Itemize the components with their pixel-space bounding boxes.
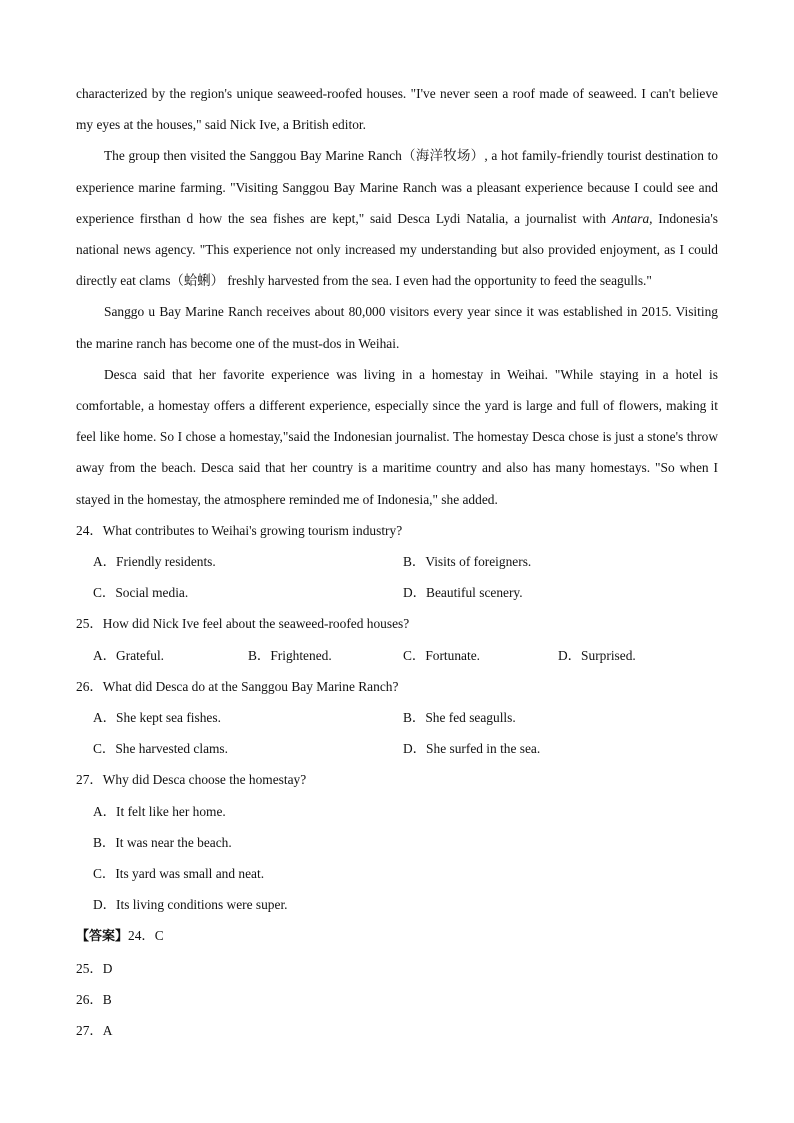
option-list — [76, 546, 718, 608]
answer-line-24 — [76, 920, 718, 952]
question-stem: 25．How did Nick Ive feel about the seaweed-roofed houses? — [76, 616, 410, 632]
question-27 — [76, 764, 718, 920]
answer-section — [76, 920, 718, 1046]
option-list — [76, 640, 718, 671]
passage-paragraph-2-text-a: The group then visited the Sanggou Bay Marine Ranch（海洋牧场）, a hot family-friendly tourist destination to experience marine farming. "Visiting Sanggou Bay Marine Ranch was a pleasant experience because I could see and experience firsthan d how the sea fishes are kept," said Desca Lydi Natalia, a journalist with — [76, 148, 718, 226]
option-c: C．Social media. — [93, 585, 189, 601]
answer-line-26: 26．B — [76, 991, 112, 1007]
answer-tag: 【答案】 — [76, 929, 129, 945]
option-a: A．She kept sea fishes. — [93, 710, 221, 726]
passage-paragraph-2-text-b: Indonesia's national news agency. "This experience not only increased my understanding but also provided enjoyment, as I could directly eat clams（蛤蜊） freshly harvested from the sea. I even had the opportunity to feed the seagulls." — [76, 210, 718, 289]
option-a: A．It felt like her home. — [93, 803, 226, 819]
question-stem: 26．What did Desca do at the Sanggou Bay Marine Ranch? — [76, 678, 399, 694]
option-d: D．Surprised. — [558, 647, 636, 663]
option-d: D．She surfed in the sea. — [403, 741, 541, 757]
option-c: C．Its yard was small and neat. — [93, 866, 265, 882]
question-24 — [76, 515, 718, 609]
question-26 — [76, 671, 718, 765]
option-d: D．Beautiful scenery. — [403, 585, 523, 601]
agency-name: Antara, — [611, 210, 653, 226]
question-stem: 27．Why did Desca choose the homestay? — [76, 772, 307, 788]
option-list — [76, 702, 718, 764]
option-a: A．Friendly residents. — [93, 554, 216, 570]
passage-paragraph-1: characterized by the region's unique seaweed-roofed houses. "I've never seen a roof made of seaweed. I can't believe my eyes at the houses," said Nick Ive, a British editor. — [76, 86, 718, 133]
option-b: B．Visits of foreigners. — [403, 554, 532, 570]
question-stem: 24．What contributes to Weihai's growing tourism industry? — [76, 522, 403, 538]
passage-paragraph-4: Desca said that her favorite experience was living in a homestay in Weihai. "While staying in a hotel is comfortable, a homestay offers a different experience, especially since the yard is large and full of flowers, making it feel like home. So I chose a homestay,"said the Indonesian journalist. The homestay Desca chose is just a stone's throw away from the beach. Desca said that her country is a maritime country and also has many homestays. "So when I stayed in the homestay, the atmosphere reminded me of Indonesia," she added. — [76, 366, 718, 507]
option-a: A．Grateful. — [93, 647, 165, 663]
option-b: B．It was near the beach. — [93, 834, 232, 850]
option-b: B．She fed seagulls. — [403, 710, 516, 726]
passage-paragraph-2 — [76, 140, 718, 296]
answer-line-27: 27．A — [76, 1023, 113, 1039]
passage-paragraph-3: Sanggo u Bay Marine Ranch receives about 80,000 visitors every year since it was established in 2015. Visiting the marine ranch has become one of the must-dos in Weihai. — [76, 304, 718, 351]
answer-value: 24．C — [128, 928, 164, 944]
question-25 — [76, 608, 718, 670]
option-d: D．Its living conditions were super. — [93, 897, 288, 913]
document-page — [76, 78, 718, 1046]
option-b: B．Frightened. — [248, 647, 332, 663]
option-c: C．Fortunate. — [403, 647, 480, 663]
answer-line-25: 25．D — [76, 960, 113, 976]
option-list — [76, 796, 718, 921]
option-c: C．She harvested clams. — [93, 741, 228, 757]
